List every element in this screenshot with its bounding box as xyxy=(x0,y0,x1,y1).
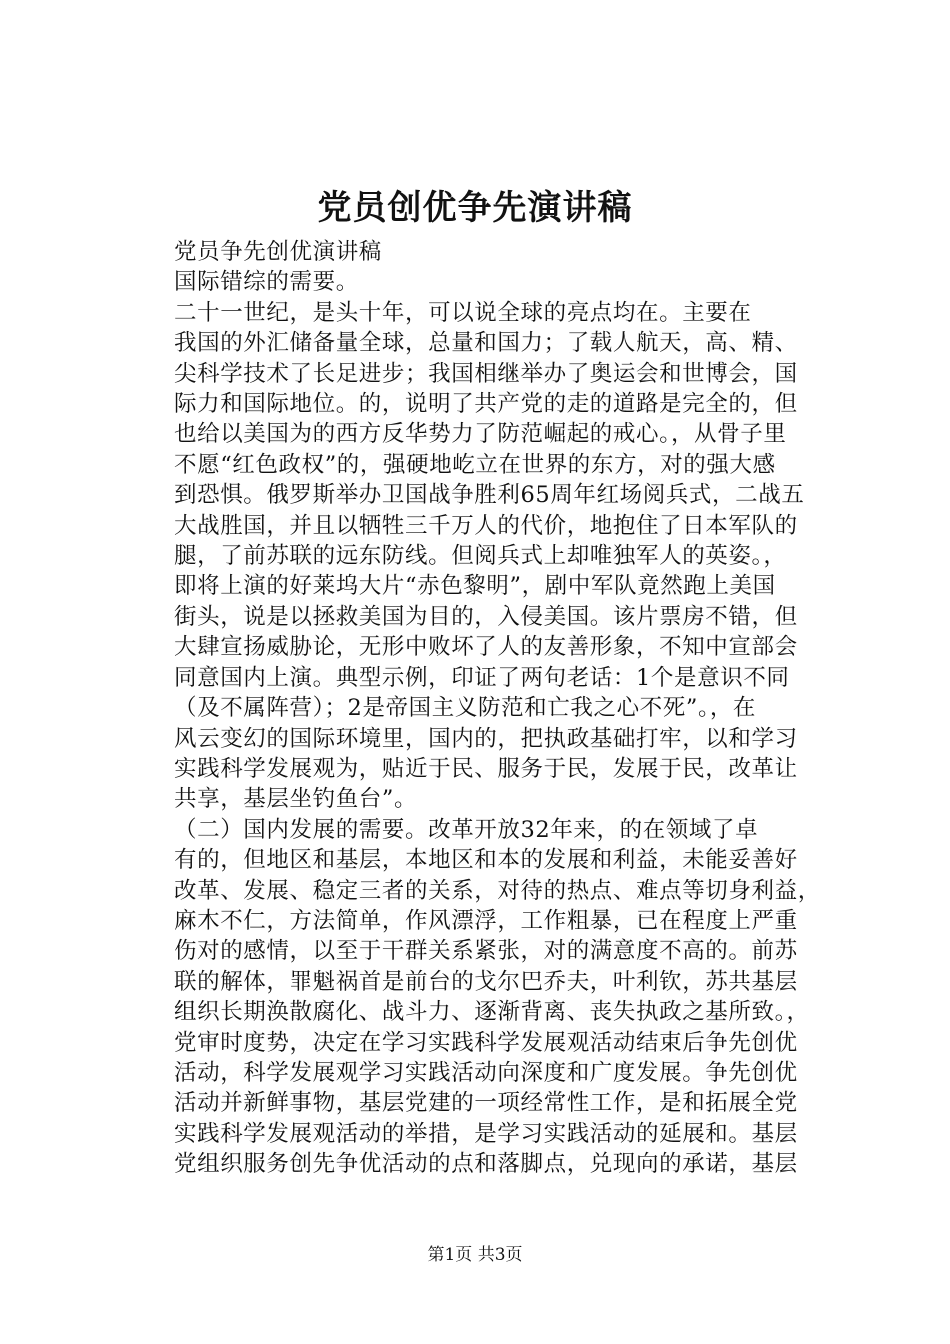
paragraph xyxy=(129,267,829,297)
text-line: 麻木不仁，方法简单，作风漂浮，工作粗暴，已在程度上严重 xyxy=(174,907,798,934)
text-line: 二十一世纪，是头十年，可以说全球的亮点均在。主要在 xyxy=(174,299,752,326)
text-line: （及不属阵营）；2是帝国主义防范和亡我之心不死”。，在 xyxy=(174,695,757,722)
text-line: 党组织服务创先争优活动的点和落脚点，兑现向的承诺，基层 xyxy=(174,1151,798,1178)
text-line: 改革、发展、稳定三者的关系，对待的热点、难点等切身利益， xyxy=(174,877,821,904)
paragraph xyxy=(129,237,829,267)
paragraph xyxy=(129,815,829,1180)
text-line: 有的，但地区和基层，本地区和本的发展和利益，未能妥善好 xyxy=(174,847,798,874)
paragraph xyxy=(129,298,829,815)
text-line: 联的解体，罪魁祸首是前台的戈尔巴乔夫，叶利钦，苏共基层 xyxy=(174,968,798,995)
text-line: 国际错综的需要。 xyxy=(174,269,359,296)
text-line: 即将上演的好莱坞大片“赤色黎明”，剧中军队竟然跑上美国 xyxy=(174,573,776,600)
text-line: 党员争先创优演讲稿 xyxy=(174,239,382,265)
text-line: 不愿“红色政权”的，强硬地屹立在世界的东方，对的强大感 xyxy=(174,451,776,478)
document-title: 党员创优争先演讲稿 xyxy=(317,188,633,228)
text-line: 到恐惧。俄罗斯举办卫国战争胜利65周年红场阅兵式，二战五 xyxy=(174,482,805,509)
text-line: 街头，说是以拯救美国为目的，入侵美国。该片票房不错，但 xyxy=(174,603,798,630)
text-line: 大肆宣扬威胁论，无形中败坏了人的友善形象，不知中宣部会 xyxy=(174,634,798,661)
text-line: 尖科学技术了长足进步；我国相继举办了奥运会和世博会，国 xyxy=(174,360,798,387)
text-line: 际力和国际地位。的，说明了共产党的走的道路是完全的，但 xyxy=(174,391,798,418)
text-line: 同意国内上演。典型示例，印证了两句老话：1个是意识不同 xyxy=(174,664,790,691)
text-line: 风云变幻的国际环境里，国内的，把执政基础打牢，以和学习 xyxy=(174,725,798,752)
document-body xyxy=(129,237,829,1180)
text-line: 组织长期涣散腐化、战斗力、逐渐背离、丧失执政之基所致。， xyxy=(174,999,810,1026)
text-line: 实践科学发展观活动的举措，是学习实践活动的延展和。基层 xyxy=(174,1120,798,1147)
text-line: 也给以美国为的西方反华势力了防范崛起的戒心。，从骨子里 xyxy=(174,421,787,448)
page-number-footer: 第1页 共3页 xyxy=(427,1245,523,1265)
text-line: 我国的外汇储备量全球，总量和国力；了载人航天，高、精、 xyxy=(174,330,798,357)
text-line: 实践科学发展观为，贴近于民、服务于民，发展于民，改革让 xyxy=(174,755,798,782)
text-line: 伤对的感情，以至于干群关系紧张，对的满意度不高的。前苏 xyxy=(174,938,798,965)
text-line: 党审时度势，决定在学习实践科学发展观活动结束后争先创优 xyxy=(174,1029,798,1056)
text-line: （二）国内发展的需要。改革开放32年来，的在领域了卓 xyxy=(174,816,759,843)
text-line: 活动并新鲜事物，基层党建的一项经常性工作，是和拓展全党 xyxy=(174,1090,798,1117)
text-line: 活动，科学发展观学习实践活动向深度和广度发展。争先创优 xyxy=(174,1059,798,1086)
text-line: 腿，了前苏联的远东防线。但阅兵式上却唯独军人的英姿。， xyxy=(174,543,787,570)
text-line: 共享，基层坐钓鱼台”。 xyxy=(174,786,418,813)
text-line: 大战胜国，并且以牺牲三千万人的代价，地抱住了日本军队的 xyxy=(174,512,798,539)
